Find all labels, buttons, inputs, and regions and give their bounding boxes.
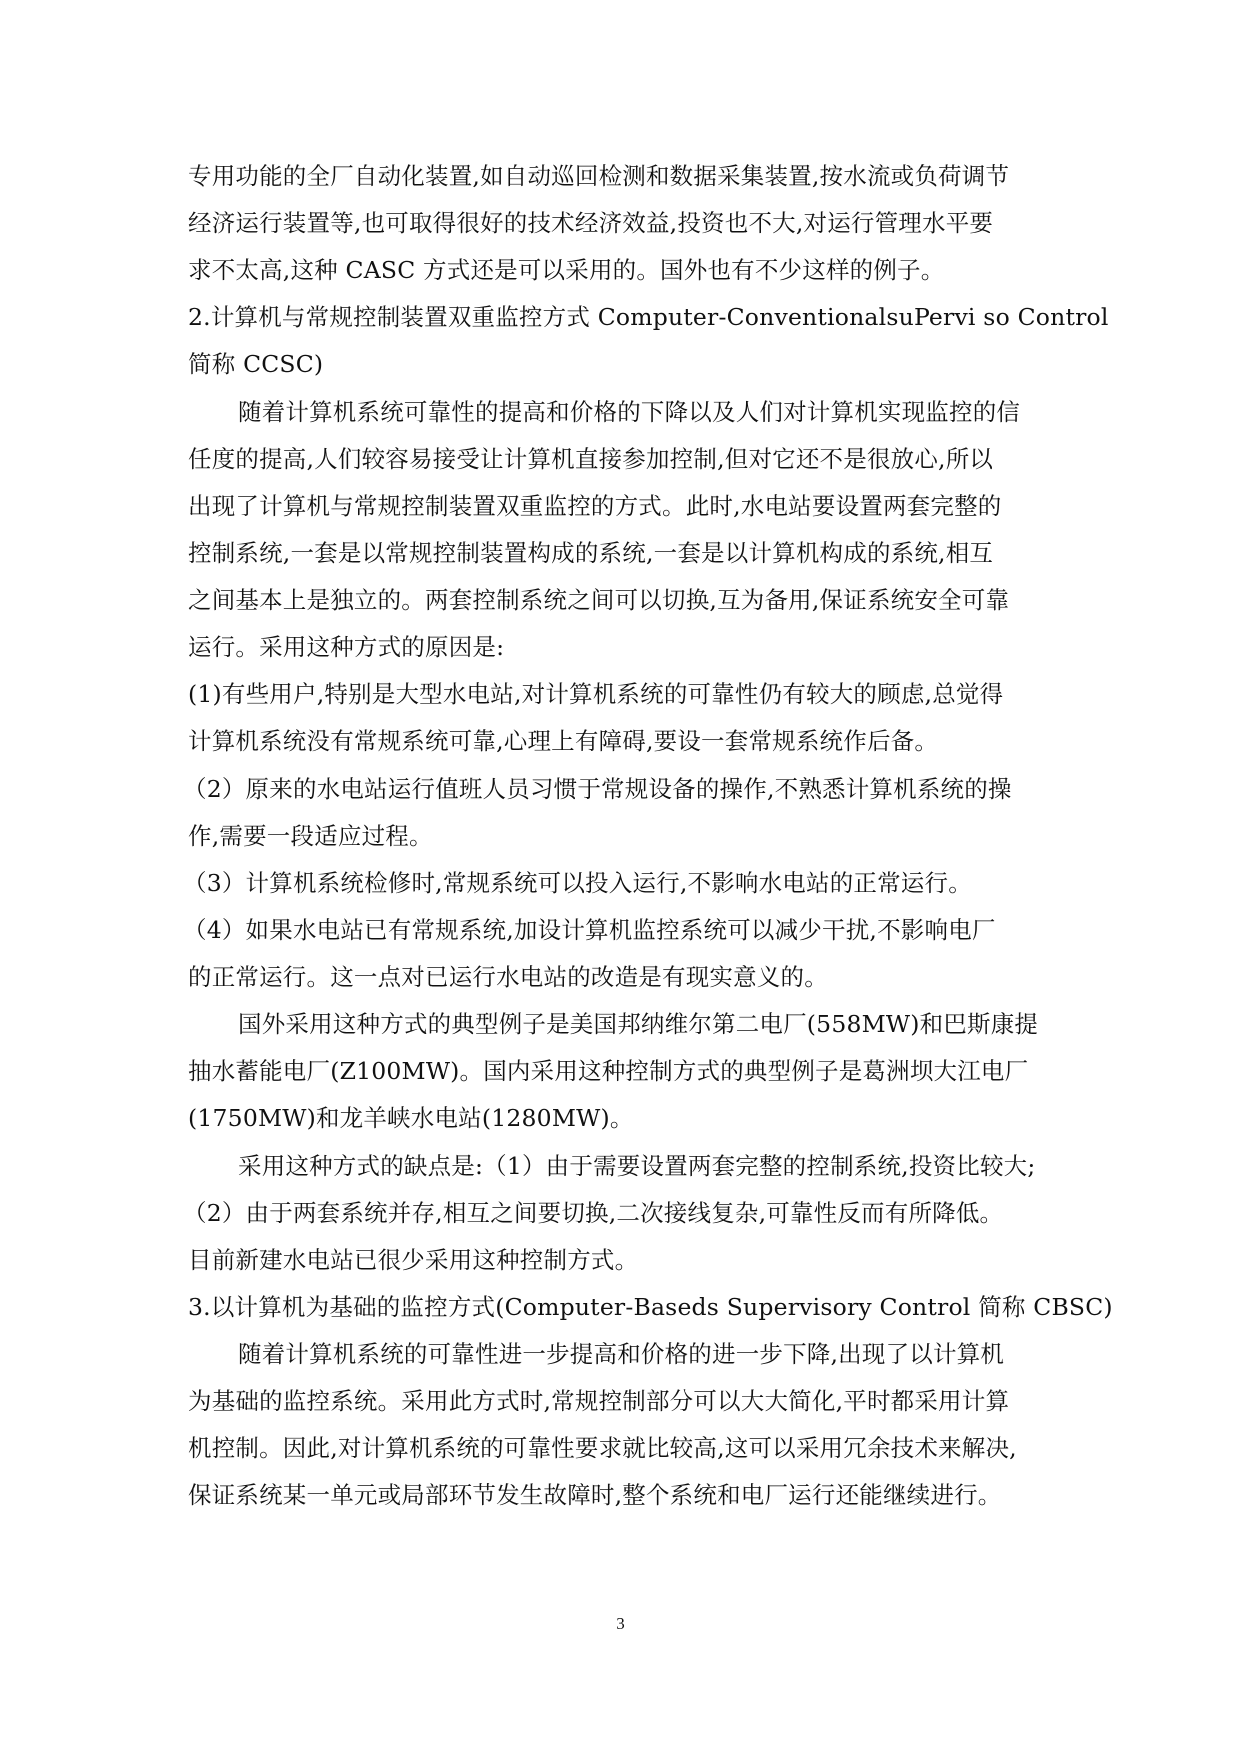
paragraph-start: 采用这种方式的缺点是:（1）由于需要设置两套完整的控制系统,投资比较大;: [238, 1152, 1036, 1180]
list-item: （3）计算机系统检修时,常规系统可以投入运行,不影响水电站的正常运行。: [183, 869, 972, 897]
list-item: （2）原来的水电站运行值班人员习惯于常规设备的操作,不熟悉计算机系统的操: [183, 775, 1012, 803]
list-item: （4）如果水电站已有常规系统,加设计算机监控系统可以减少干扰,不影响电厂: [183, 916, 996, 944]
text-line: 专用功能的全厂自动化装置,如自动巡回检测和数据采集装置,按水流或负荷调节: [188, 162, 1010, 190]
text-line: 目前新建水电站已很少采用这种控制方式。: [188, 1246, 639, 1274]
text-line: 计算机系统没有常规系统可靠,心理上有障碍,要设一套常规系统作后备。: [188, 727, 939, 755]
text-line: 机控制。因此,对计算机系统的可靠性要求就比较高,这可以采用冗余技术来解决,: [188, 1434, 1017, 1462]
text-line: 作,需要一段适应过程。: [188, 822, 433, 850]
section-heading: 2.计算机与常规控制装置双重监控方式 Computer-ConventionalsuPervi so Control: [188, 303, 1109, 331]
text-line: 控制系统,一套是以常规控制装置构成的系统,一套是以计算机构成的系统,相互: [188, 539, 994, 567]
text-line: 简称 CCSC): [188, 350, 324, 378]
text-line: 的正常运行。这一点对已运行水电站的改造是有现实意义的。: [188, 963, 828, 991]
paragraph-start: 随着计算机系统可靠性的提高和价格的下降以及人们对计算机实现监控的信: [238, 398, 1021, 426]
page-number: 3: [616, 1614, 625, 1633]
list-item: (1)有些用户,特别是大型水电站,对计算机系统的可靠性仍有较大的顾虑,总觉得: [188, 680, 1004, 708]
text-line: 任度的提高,人们较容易接受让计算机直接参加控制,但对它还不是很放心,所以: [188, 445, 994, 473]
text-line: 出现了计算机与常规控制装置双重监控的方式。此时,水电站要设置两套完整的: [188, 492, 1002, 520]
section-heading: 3.以计算机为基础的监控方式(Computer-Baseds Supervisory Control 简称 CBSC): [188, 1293, 1113, 1321]
text-line: 为基础的监控系统。采用此方式时,常规控制部分可以大大简化,平时都采用计算: [188, 1387, 1010, 1415]
text-line: 运行。采用这种方式的原因是:: [188, 633, 505, 661]
paragraph-start: 随着计算机系统的可靠性进一步提高和价格的进一步下降,出现了以计算机: [238, 1340, 1005, 1368]
text-line: 抽水蓄能电厂(Z100MW)。国内采用这种控制方式的典型例子是葛洲坝大江电厂: [188, 1057, 1029, 1085]
text-line: 求不太高,这种 CASC 方式还是可以采用的。国外也有不少这样的例子。: [188, 256, 945, 284]
paragraph-start: 国外采用这种方式的典型例子是美国邦纳维尔第二电厂(558MW)和巴斯康提: [238, 1010, 1039, 1038]
text-line: 保证系统某一单元或局部环节发生故障时,整个系统和电厂运行还能继续进行。: [188, 1481, 1002, 1509]
text-line: 之间基本上是独立的。两套控制系统之间可以切换,互为备用,保证系统安全可靠: [188, 586, 1010, 614]
text-line: （2）由于两套系统并存,相互之间要切换,二次接线复杂,可靠性反而有所降低。: [183, 1199, 1004, 1227]
text-line: (1750MW)和龙羊峡水电站(1280MW)。: [188, 1104, 634, 1132]
text-line: 经济运行装置等,也可取得很好的技术经济效益,投资也不大,对运行管理水平要: [188, 209, 994, 237]
